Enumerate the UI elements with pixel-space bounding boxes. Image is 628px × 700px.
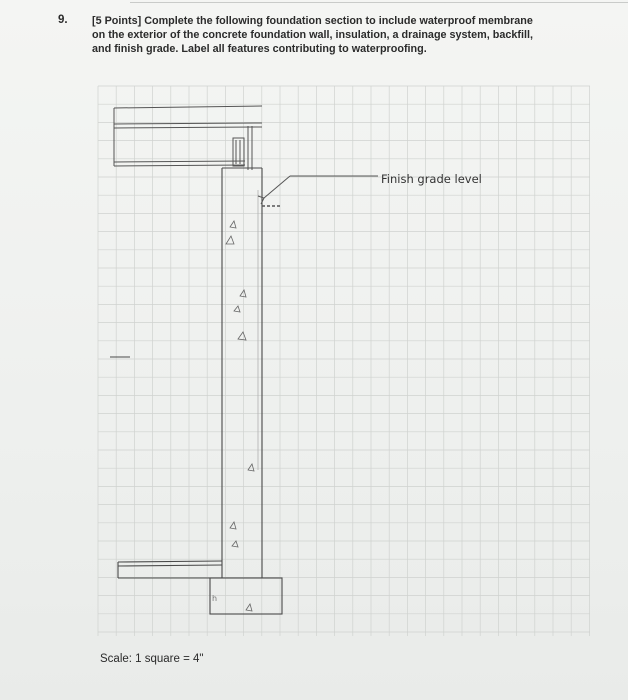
scale-label: Scale: 1 square = 4"	[100, 653, 204, 665]
sill-plate	[233, 126, 252, 170]
grade-leader	[258, 176, 378, 206]
concrete-aggregate-marks	[226, 221, 254, 611]
graph-grid	[98, 86, 590, 636]
question-number: 9.	[58, 14, 68, 26]
question-points: [5 Points]	[92, 15, 142, 27]
foundation-wall	[222, 168, 262, 578]
finish-grade-label: Finish grade level	[381, 172, 482, 186]
question-line-2: on the exterior of the concrete foundation wall, insulation, a drainage system, backfill,	[92, 29, 533, 41]
question-line-3: and finish grade. Label all features contributing to waterproofing.	[92, 43, 427, 55]
footing-mark: h	[212, 594, 218, 603]
question-line-1: Complete the following foundation section to include waterproof membrane	[144, 15, 533, 27]
